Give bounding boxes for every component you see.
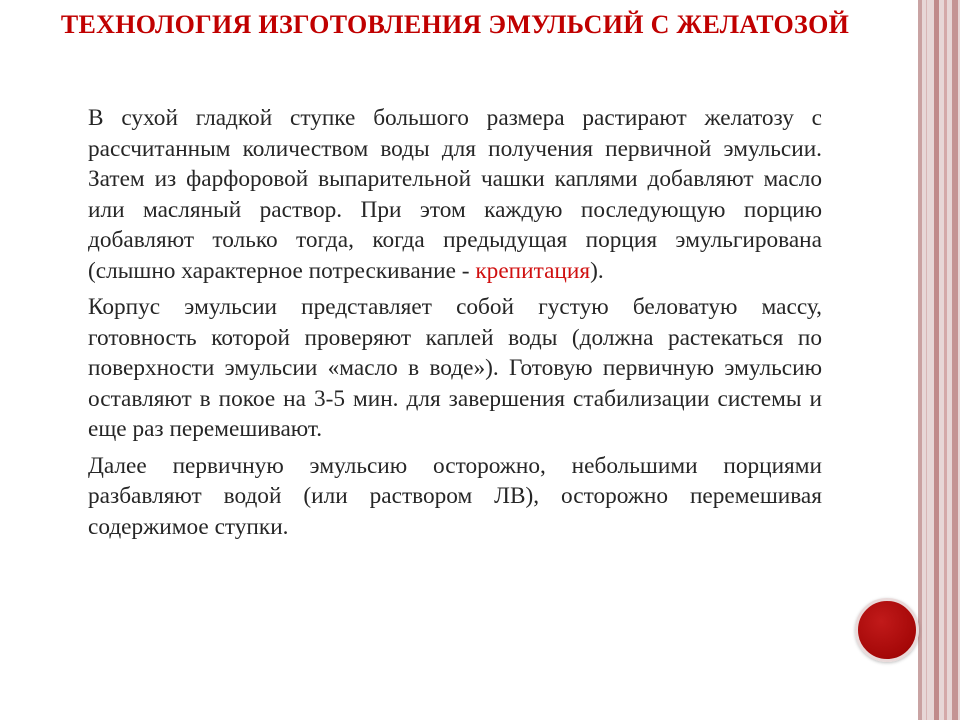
stripe	[926, 0, 927, 720]
paragraph-1	[88, 103, 822, 286]
slide-title: ТЕХНОЛОГИЯ ИЗГОТОВЛЕНИЯ ЭМУЛЬСИЙ С ЖЕЛАТОЗОЙ	[60, 10, 850, 39]
stripe	[934, 0, 939, 720]
paragraph-1-tail: ).	[590, 257, 604, 284]
paragraph-1-text: В сухой гладкой ступке большого размера растирают желатозу с рассчитанным количеством воды для получения первичной эмульсии. Затем из фарфоровой выпарительной чашки каплями добавляют масло или масляный раствор. При этом каждую последующую порцию добавляют только тогда, когда предыдущая порция эмульгирована (слышно характерное потрескивание -	[88, 105, 822, 284]
paragraph-3: Далее первичную эмульсию осторожно, небольшими порциями разбавляют водой (или раствором ЛВ), осторожно перемешивая содержимое ступки.	[88, 452, 822, 540]
stripe	[944, 0, 947, 720]
slide-body	[88, 103, 822, 548]
decorative-stripes	[920, 0, 960, 720]
stripe	[952, 0, 958, 720]
highlight-term: крепитация	[475, 257, 591, 284]
stripe	[920, 0, 922, 720]
decorative-circle	[855, 598, 919, 662]
paragraph-2: Корпус эмульсии представляет собой густую беловатую массу, готовность которой проверяют каплей воды (должна растекаться по поверхности эмульсии «масло в воде»). Готовую первичную эмульсию оставляют в покое на 3-5 мин. для завершения стабилизации системы и еще раз перемешивают.	[88, 294, 822, 442]
